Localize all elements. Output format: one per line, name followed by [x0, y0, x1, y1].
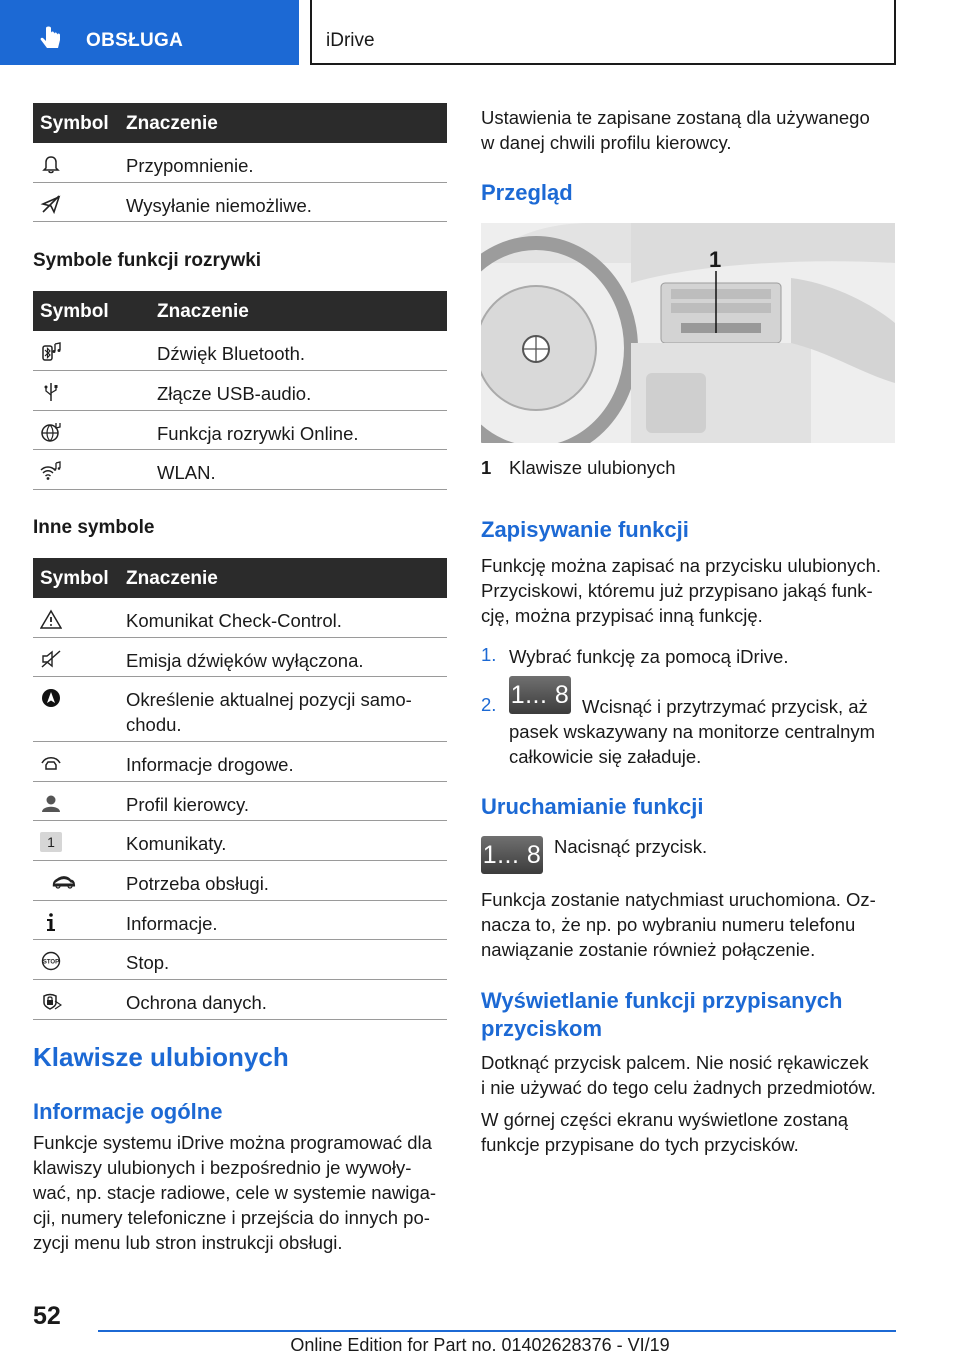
table-row	[33, 450, 447, 490]
table-row	[33, 677, 447, 742]
step-text: Wybrać funkcję za pomocą iDrive.	[509, 646, 789, 667]
step-number: 1.	[481, 644, 497, 665]
driver-profile-icon	[40, 793, 62, 813]
caption-text: Klawisze ulubionych	[509, 457, 676, 478]
text-line: w danej chwili profilu kierowcy.	[481, 132, 732, 153]
row-text: Ochrona danych.	[126, 992, 267, 1013]
row-text: Przypomnienie.	[126, 155, 254, 176]
paragraph-display-2	[481, 1107, 848, 1157]
table-row	[33, 742, 447, 782]
subsection-title-overview: Przegląd	[481, 180, 573, 205]
text-line: klawiszy ulubionych i bezpośrednio je wywoły-	[33, 1157, 412, 1178]
row-text: Potrzeba obsługi.	[126, 873, 269, 894]
info-icon	[40, 912, 62, 932]
traffic-info-icon	[40, 753, 62, 773]
table-row	[33, 331, 447, 371]
row-text: Informacje.	[126, 913, 218, 934]
caption-number: 1	[481, 457, 492, 478]
paragraph-general	[33, 1130, 436, 1255]
section-tab[interactable]	[0, 0, 299, 65]
heading-entertainment-symbols: Symbole funkcji rozrywki	[33, 250, 262, 271]
col-meaning: Znaczenie	[126, 568, 218, 589]
stop-icon	[40, 951, 62, 971]
table-row	[33, 638, 447, 677]
row-text: Wysyłanie niemożliwe.	[126, 195, 312, 216]
table-row	[33, 901, 447, 940]
chapter-header	[310, 0, 896, 65]
figure-callout: 1	[709, 247, 722, 272]
row-text: Profil kierowcy.	[126, 794, 250, 815]
text-line: Funkcję można zapisać na przycisku ulubionych.	[481, 555, 881, 576]
table-row	[33, 371, 447, 411]
section-title-favorites: Klawisze ulubionych	[33, 1042, 289, 1072]
button-label: 1... 8	[509, 676, 571, 714]
dashboard-illustration	[481, 223, 895, 443]
table-header	[33, 291, 447, 331]
row-text-continued: chodu.	[126, 714, 182, 735]
messages-icon-label: 1	[47, 834, 55, 850]
col-symbol: Symbol	[40, 301, 109, 322]
text-line: W górnej części ekranu wyświetlone zostaną	[481, 1109, 849, 1130]
col-symbol: Symbol	[40, 113, 109, 134]
bell-icon	[40, 154, 62, 174]
messages-icon	[40, 832, 62, 852]
row-text: WLAN.	[157, 462, 216, 483]
table-row	[33, 782, 447, 821]
run-text: Nacisnąć przycisk.	[554, 836, 708, 857]
service-car-icon	[38, 872, 90, 892]
step-number: 2.	[481, 694, 497, 715]
text-line: cję, można przypisać inną funkcję.	[481, 605, 763, 626]
mute-icon	[40, 649, 62, 669]
data-privacy-icon	[40, 991, 62, 1011]
row-text: Stop.	[126, 952, 170, 973]
symbol-table-entertainment	[33, 291, 447, 490]
table-row	[33, 980, 447, 1020]
online-entertainment-icon	[40, 422, 62, 442]
text-line: Wyświetlanie funkcji przypisanych	[481, 988, 843, 1013]
text-line: wać, np. stacje radiowe, cele w systemie nawiga-	[33, 1182, 437, 1203]
send-disabled-icon	[40, 194, 62, 214]
col-meaning: Znaczenie	[126, 113, 218, 134]
text-line: Funkcje systemu iDrive można programować dla	[33, 1132, 432, 1153]
text-line: funkcje przypisane do tych przycisków.	[481, 1134, 799, 1155]
table-header	[33, 103, 447, 143]
text-line: całkowicie się załaduje.	[509, 746, 702, 767]
paragraph-intro	[481, 105, 870, 155]
subsection-title-general: Informacje ogólne	[33, 1099, 223, 1124]
position-icon	[40, 688, 62, 708]
warning-triangle-icon	[40, 609, 62, 629]
text-line: zycji menu lub stron instrukcji obsługi.	[33, 1232, 343, 1253]
figure-caption	[481, 457, 676, 479]
paragraph-display-1	[481, 1050, 876, 1100]
favorite-button-image	[481, 836, 543, 874]
col-symbol: Symbol	[40, 568, 109, 589]
wlan-audio-icon	[40, 461, 62, 481]
text-line: nacza to, że np. po wybraniu numeru telefonu	[481, 914, 856, 935]
row-text: Emisja dźwięków wyłączona.	[126, 650, 364, 671]
subsection-title-run: Uruchamianie funkcji	[481, 794, 704, 819]
table-header	[33, 558, 447, 598]
row-text: Komunikaty.	[126, 833, 227, 854]
favorite-button-image	[509, 676, 571, 714]
page-number: 52	[33, 1302, 61, 1330]
table-row	[33, 861, 447, 901]
row-text: Informacje drogowe.	[126, 754, 294, 775]
paragraph-run	[481, 887, 876, 962]
bluetooth-audio-icon	[40, 342, 62, 362]
text-line: Przyciskowi, któremu już przypisano jakąś funk-	[481, 580, 873, 601]
table-row	[33, 821, 447, 861]
table-row	[33, 411, 447, 450]
paragraph-save	[481, 553, 881, 628]
chapter-title: iDrive	[326, 30, 375, 51]
subsection-title-save: Zapisywanie funkcji	[481, 517, 689, 542]
svg-text:STOP: STOP	[42, 959, 60, 966]
button-label: 1... 8	[481, 836, 543, 874]
text-line: Funkcja zostanie natychmiast uruchomiona. Oz-	[481, 889, 876, 910]
footer-edition: Online Edition for Part no. 01402628376 - VI/19	[290, 1335, 670, 1355]
step-text: Wcisnąć i przytrzymać przycisk, aż	[582, 696, 868, 717]
row-text: Funkcja rozrywki Online.	[157, 423, 359, 444]
step-text-continued	[509, 719, 875, 769]
text-line: nawiązanie zostanie również połączenie.	[481, 939, 816, 960]
row-text: Dźwięk Bluetooth.	[157, 343, 306, 364]
usb-icon	[40, 382, 62, 402]
text-line: i nie używać do tego celu żadnych przedmiotów.	[481, 1077, 876, 1098]
table-row	[33, 598, 447, 638]
col-meaning: Znaczenie	[157, 301, 249, 322]
text-line: cji, numery telefoniczne i przejścia do innych po-	[33, 1207, 430, 1228]
section-tab-label: OBSŁUGA	[86, 30, 184, 51]
row-text: Określenie aktualnej pozycji samo-	[126, 689, 412, 710]
table-row	[33, 143, 447, 183]
symbol-table-messages	[33, 103, 447, 222]
text-line: Ustawienia te zapisane zostaną dla używanego	[481, 107, 870, 128]
subsection-title-display	[481, 987, 843, 1043]
text-line: pasek wskazywany na monitorze centralnym	[509, 721, 876, 742]
text-line: Dotknąć przycisk palcem. Nie nosić rękawiczek	[481, 1052, 869, 1073]
row-text: Komunikat Check-Control.	[126, 610, 342, 631]
text-line: przyciskom	[481, 1016, 603, 1041]
hand-pointer-icon	[38, 26, 64, 52]
heading-other-symbols: Inne symbole	[33, 517, 155, 538]
symbol-table-other	[33, 558, 447, 1020]
footer-divider	[98, 1330, 896, 1332]
table-row	[33, 940, 447, 980]
row-text: Złącze USB-audio.	[157, 383, 312, 404]
dashboard-figure	[481, 223, 895, 443]
table-row	[33, 183, 447, 222]
